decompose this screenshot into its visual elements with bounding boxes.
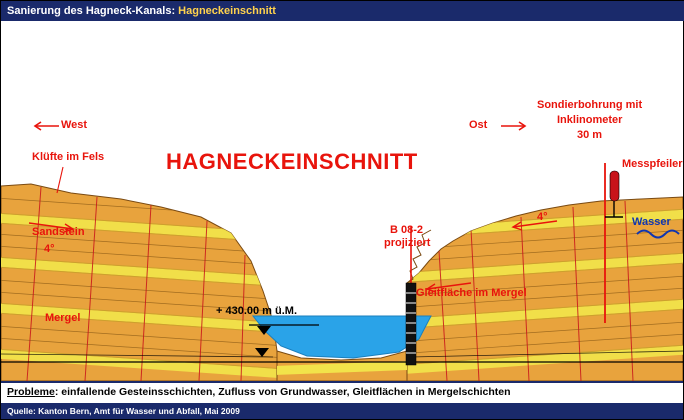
footer-divider (1, 381, 683, 383)
label-sondierbohrung-depth: 30 m (577, 129, 603, 141)
source-bar: Quelle: Kanton Bern, Amt für Wasser und Abfall, Mai 2009 (1, 403, 683, 419)
problems-line (7, 386, 511, 398)
label-gleitflaeche-im-mergel: Gleitfläche im Mergel (416, 287, 527, 299)
label-messpfeiler: Messpfeiler (622, 158, 683, 170)
title-prefix: Sanierung des Hagneck-Kanals: (7, 5, 176, 17)
label-west: West (61, 119, 88, 131)
label-kluefte-im-fels: Klüfte im Fels (32, 151, 105, 163)
label-borehole-id: B 08-2 (390, 224, 424, 236)
cross-section-drawing (1, 21, 683, 381)
label-hagneckeinschnitt-title: HAGNECKEINSCHNITT (166, 149, 418, 174)
label-mergel: Mergel (45, 312, 81, 324)
label-wasser: Wasser (632, 216, 671, 228)
geology-cross-section-svg (1, 21, 683, 381)
problems-text: : einfallende Gesteinsschichten, Zufluss von Grundwasser, Gleitflächen in Mergelschichten (54, 386, 511, 398)
label-sondierbohrung-line2: Inklinometer (557, 114, 623, 126)
label-borehole-projected: projiziert (384, 237, 431, 249)
label-sondierbohrung-line1: Sondierbohrung mit (537, 99, 643, 111)
title-accent: Hagneckeinschnitt (178, 5, 276, 17)
label-dip-west: 4° (44, 243, 55, 255)
footer (1, 381, 683, 419)
title-bar (1, 1, 684, 21)
problems-label: Probleme (7, 386, 55, 398)
label-ost: Ost (469, 119, 488, 131)
label-dip-east: 4° (537, 211, 548, 223)
label-water-level: + 430.00 m ü.M. (216, 305, 298, 317)
label-sandstein: Sandstein (32, 226, 85, 238)
